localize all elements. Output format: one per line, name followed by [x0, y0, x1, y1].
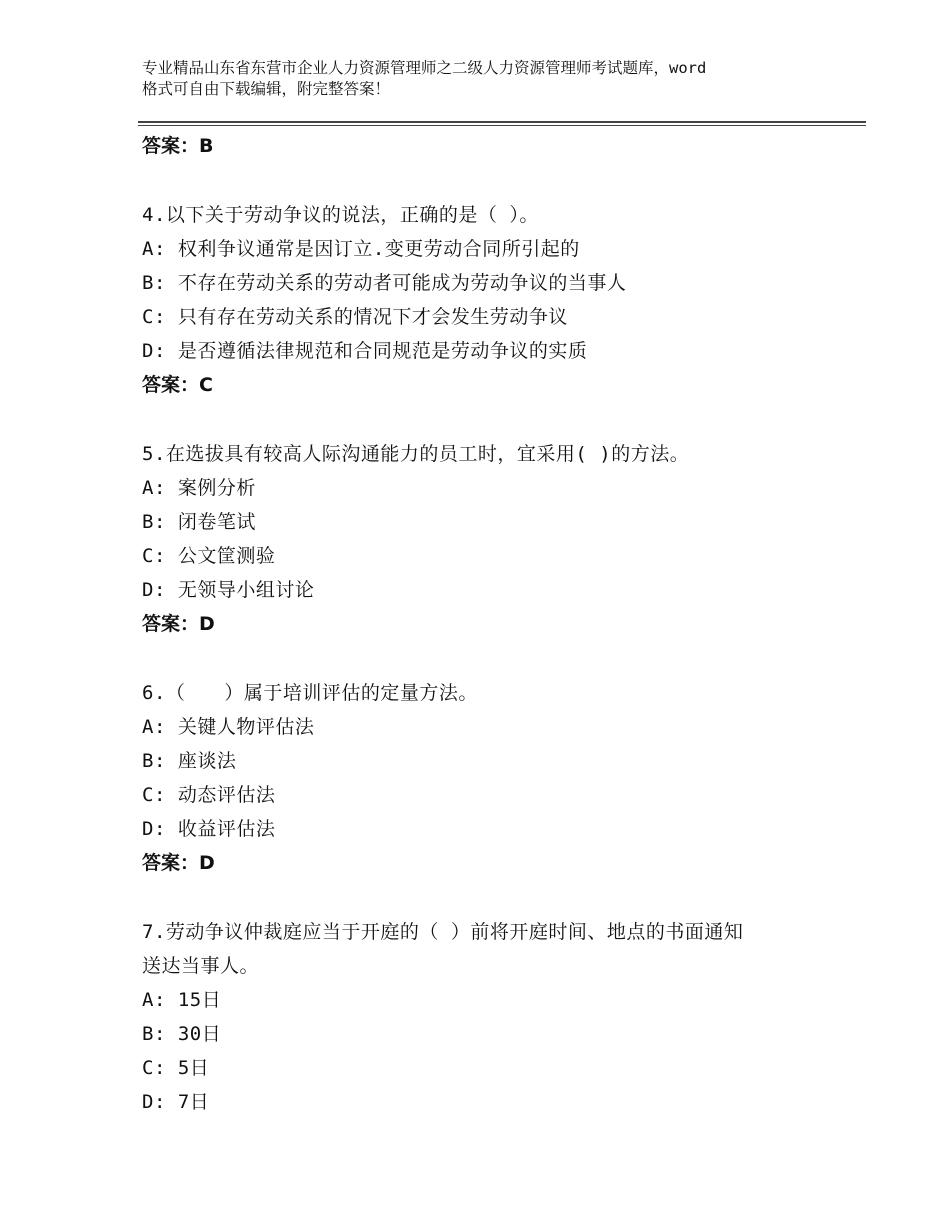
- answer-previous: 答案：B: [142, 135, 214, 157]
- question-5-option-d: D: 无领导小组讨论: [142, 579, 315, 601]
- question-5-stem: 5.在选拔具有较高人际沟通能力的员工时，宜采用( )的方法。: [142, 443, 690, 465]
- header-line-2: 格式可自由下载编辑，附完整答案！: [142, 80, 391, 98]
- question-6-option-c: C: 动态评估法: [142, 784, 276, 806]
- question-4-stem: 4.以下关于劳动争议的说法，正确的是（ ）。: [142, 204, 539, 226]
- question-4-option-c: C: 只有存在劳动关系的情况下才会发生劳动争议: [142, 306, 568, 328]
- header-line-1: 专业精品山东省东营市企业人力资源管理师之二级人力资源管理师考试题库，word: [142, 59, 707, 77]
- question-7-stem-line-2: 送达当事人。: [142, 955, 260, 977]
- header-divider-thin: [138, 125, 866, 126]
- question-5-option-a: A: 案例分析: [142, 477, 256, 499]
- question-7-option-d: D: 7日: [142, 1091, 210, 1113]
- question-7-option-c: C: 5日: [142, 1057, 210, 1079]
- question-6-option-b: B: 座谈法: [142, 750, 237, 772]
- question-6-stem: 6.（ ）属于培训评估的定量方法。: [142, 682, 478, 704]
- question-4-option-d: D: 是否遵循法律规范和合同规范是劳动争议的实质: [142, 340, 588, 362]
- question-4-option-b: B: 不存在劳动关系的劳动者可能成为劳动争议的当事人: [142, 272, 627, 294]
- document-header: [142, 58, 842, 100]
- question-7-stem-line-1: 7.劳动争议仲裁庭应当于开庭的（ ）前将开庭时间、地点的书面通知: [142, 921, 744, 943]
- question-5-option-b: B: 闭卷笔试: [142, 511, 256, 533]
- header-divider-thick: [138, 121, 866, 123]
- question-4-option-a: A: 权利争议通常是因订立.变更劳动合同所引起的: [142, 238, 580, 260]
- question-7-option-a: A: 15日: [142, 989, 222, 1011]
- question-5-option-c: C: 公文筐测验: [142, 545, 276, 567]
- question-4-answer: 答案：C: [142, 374, 213, 396]
- question-6-answer: 答案：D: [142, 852, 215, 874]
- question-7-option-b: B: 30日: [142, 1023, 222, 1045]
- question-5-answer: 答案：D: [142, 613, 215, 635]
- question-6-option-a: A: 关键人物评估法: [142, 716, 315, 738]
- question-6-option-d: D: 收益评估法: [142, 818, 276, 840]
